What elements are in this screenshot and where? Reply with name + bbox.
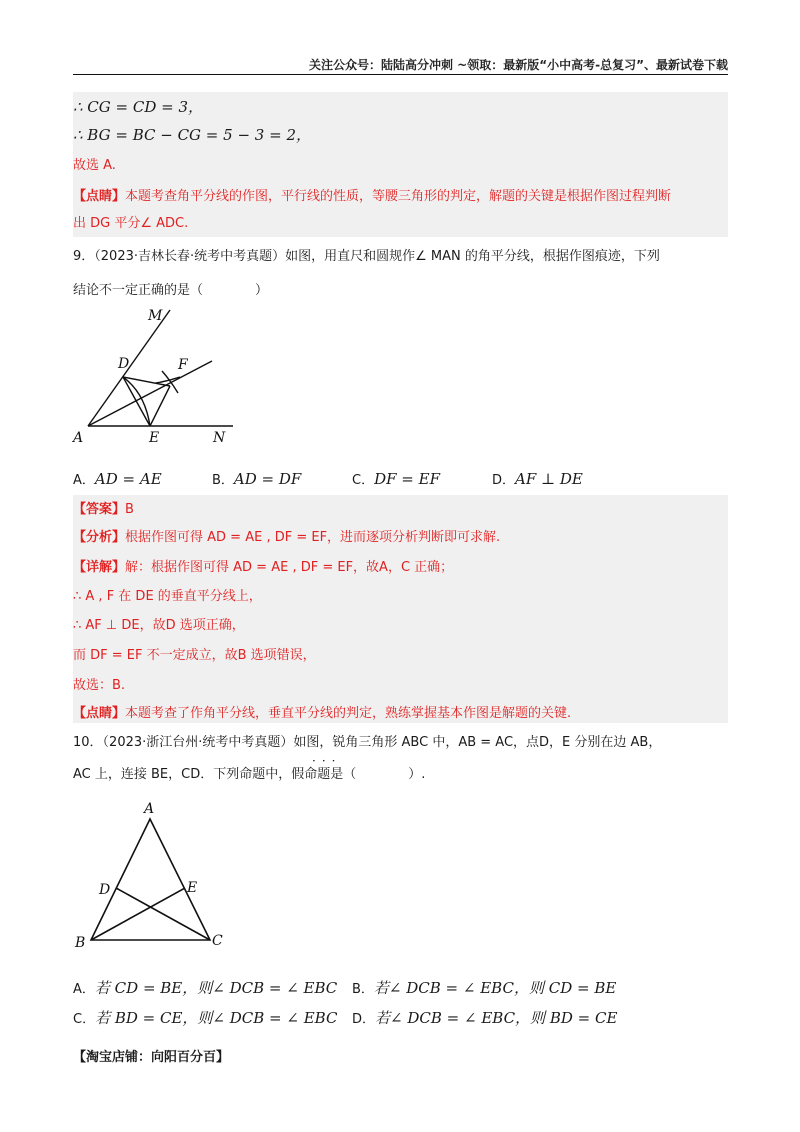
fig-label-F: F bbox=[178, 357, 188, 373]
q9-stem-cont: 结论不一定正确的是（ ） bbox=[73, 283, 269, 298]
option-letter: A． bbox=[73, 473, 95, 488]
fig-label-D: D bbox=[99, 882, 111, 898]
q9-option-a bbox=[73, 469, 162, 488]
q10-option-b bbox=[352, 977, 616, 998]
fig-label-D: D bbox=[118, 356, 130, 372]
page-header: 关注公众号：陆陆高分冲刺 ~领取：最新版“小中高考-总复习”、最新试卷下载 bbox=[309, 58, 728, 72]
option-letter: B． bbox=[352, 982, 374, 997]
q9-analysis bbox=[73, 527, 500, 548]
option-letter: D． bbox=[492, 473, 516, 488]
q9-option-d bbox=[492, 469, 583, 488]
q9-answer bbox=[73, 499, 134, 520]
option-text: 若∠ DCB = ∠ EBC，则 CD = BE bbox=[373, 979, 617, 997]
option-letter: C． bbox=[352, 473, 375, 488]
q10-stem-cont: AC 上，连接 BE，CD．下列命题中，假命题是（ ）. bbox=[73, 767, 426, 782]
page-footer: 【淘宝店铺：向阳百分百】 bbox=[73, 1050, 230, 1065]
option-text: AF ⊥ DE bbox=[515, 470, 583, 488]
q8-line2: ∴ BG = BC − CG = 5 − 3 = 2， bbox=[73, 126, 311, 144]
q10-stem: 10．（2023·浙江台州·统考中考真题）如图，锐角三角形 ABC 中，AB = AC，点D，E 分别在边 AB， bbox=[73, 735, 662, 750]
q8-line1: ∴ CG = CD = 3， bbox=[73, 98, 204, 116]
option-text: 若∠ DCB = ∠ EBC，则 BD = CE bbox=[375, 1009, 618, 1027]
q9-option-c bbox=[352, 469, 440, 488]
q8-comment-cont: 出 DG 平分∠ ADC. bbox=[73, 216, 189, 231]
q9-detail bbox=[73, 557, 453, 578]
analysis-label: 【分析】 bbox=[73, 530, 126, 545]
option-letter: B． bbox=[212, 473, 234, 488]
option-text: 若 CD = BE，则∠ DCB = ∠ EBC bbox=[94, 979, 338, 997]
option-letter: C． bbox=[73, 1012, 96, 1027]
comment-label: 【点睛】 bbox=[73, 189, 126, 204]
option-text: DF = EF bbox=[374, 470, 440, 488]
q9-option-b bbox=[212, 469, 301, 488]
comment-text: 本题考查了作角平分线，垂直平分线的判定，熟练掌握基本作图是解题的关键. bbox=[125, 706, 572, 721]
option-letter: A． bbox=[73, 982, 95, 997]
answer-value: B bbox=[125, 502, 134, 517]
q9-detail-3: ∴ AF ⊥ DE，故D 选项正确， bbox=[73, 618, 245, 633]
option-text: 若 BD = CE，则∠ DCB = ∠ EBC bbox=[95, 1009, 338, 1027]
analysis-text: 根据作图可得 AD = AE , DF = EF，进而逐项分析判断即可求解. bbox=[125, 530, 501, 545]
fig-label-E: E bbox=[149, 430, 160, 446]
answer-label: 【答案】 bbox=[73, 502, 126, 517]
emphasis-dots: ··· bbox=[312, 754, 342, 768]
q9-comment bbox=[73, 703, 571, 724]
detail-label: 【详解】 bbox=[73, 560, 126, 575]
fig-label-E: E bbox=[187, 880, 198, 896]
q10-option-c bbox=[73, 1007, 337, 1028]
q10-option-a bbox=[73, 977, 337, 998]
option-text: AD = DF bbox=[233, 470, 302, 488]
fig-label-B: B bbox=[75, 935, 86, 951]
fig-label-A: A bbox=[73, 430, 84, 446]
fig-label-N: N bbox=[213, 430, 226, 446]
option-letter: D． bbox=[352, 1012, 376, 1027]
q8-comment bbox=[73, 186, 671, 207]
q9-detail-5: 故选：B. bbox=[73, 678, 126, 693]
comment-label: 【点睛】 bbox=[73, 706, 126, 721]
fig-label-M: M bbox=[148, 308, 163, 324]
q10-option-d bbox=[352, 1007, 617, 1028]
q8-line3: 故选 A. bbox=[73, 158, 116, 173]
fig-label-A: A bbox=[144, 801, 155, 817]
q10-figure bbox=[70, 795, 240, 955]
detail-text: 解：根据作图可得 AD = AE , DF = EF，故A，C 正确； bbox=[125, 560, 454, 575]
q9-figure bbox=[70, 305, 250, 450]
fig-label-C: C bbox=[212, 933, 223, 949]
comment-text: 本题考查角平分线的作图，平行线的性质，等腰三角形的判定，解题的关键是根据作图过程判断 bbox=[125, 189, 672, 204]
option-text: AD = AE bbox=[94, 470, 162, 488]
q9-detail-4: 而 DF = EF 不一定成立，故B 选项错误， bbox=[73, 648, 316, 663]
q9-stem: 9．（2023·吉林长春·统考中考真题）如图，用直尺和圆规作∠ MAN 的角平分线，根据作图痕迹，下列 bbox=[73, 249, 660, 264]
q9-detail-2: ∴ A , F 在 DE 的垂直平分线上， bbox=[73, 589, 262, 604]
header-rule bbox=[73, 74, 728, 75]
